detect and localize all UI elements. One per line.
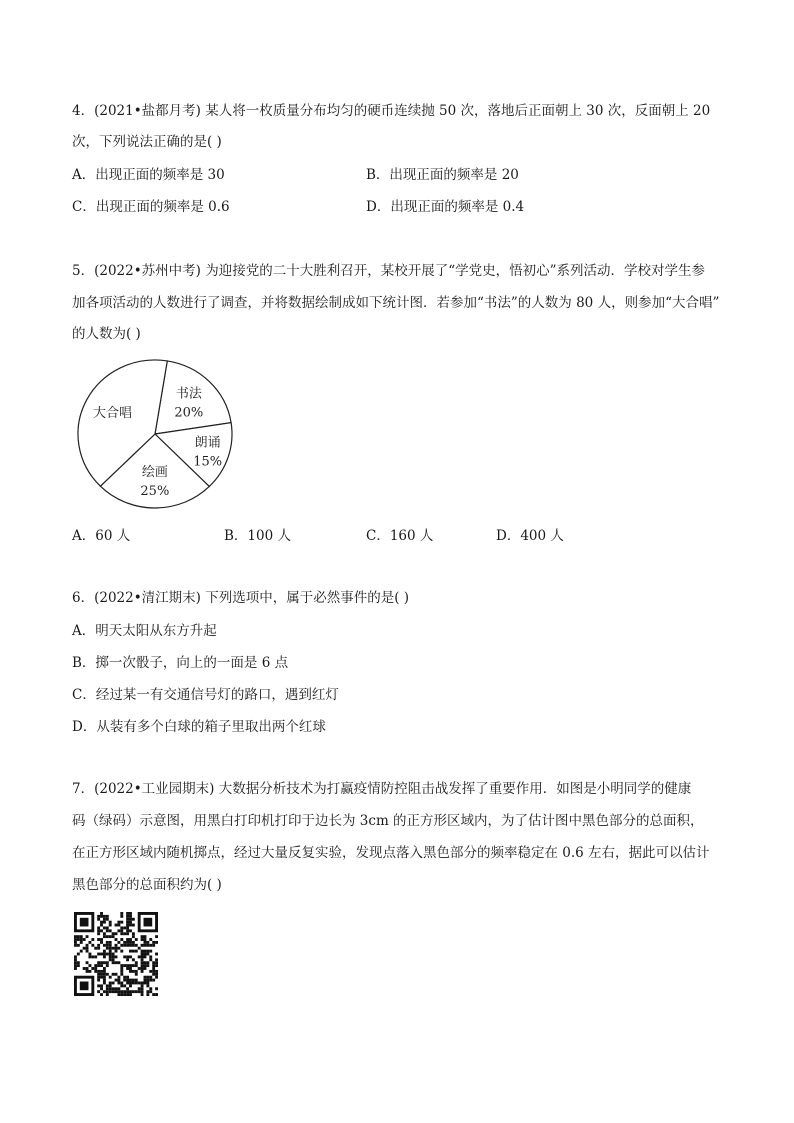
health-code-qr-image <box>74 912 158 996</box>
q5-stem-line-3: 的人数为( ) <box>72 326 141 342</box>
q6-option-c[interactable]: C．经过某一有交通信号灯的路口，遇到红灯 <box>72 687 339 703</box>
pie-slice-value-1: 20% <box>174 405 204 421</box>
q5-option-d[interactable]: D．400 人 <box>496 528 564 544</box>
q4-stem-line-1: 4．(2021•盐都月考) 某人将一枚质量分布均匀的硬币连续抛 50 次，落地后正面朝上 30 次，反面朝上 20 <box>72 103 711 119</box>
q5-option-c[interactable]: C．160 人 <box>366 528 434 544</box>
q4-option-b[interactable]: B．出现正面的频率是 20 <box>366 167 519 183</box>
q7-stem-line-1: 7．(2022•工业园期末) 大数据分析技术为打赢疫情防控阻击战发挥了重要作用．如图是小明同学的健康 <box>72 781 692 797</box>
q6-stem-line-1: 6．(2022•清江期末) 下列选项中，属于必然事件的是( ) <box>72 590 410 606</box>
pie-slice-value-2: 15% <box>193 454 223 470</box>
q5-option-a[interactable]: A．60 人 <box>72 528 131 544</box>
q6-option-a[interactable]: A．明天太阳从东方升起 <box>72 623 217 639</box>
q4-stem-line-2: 次，下列说法正确的是( ) <box>72 134 222 150</box>
pie-chart <box>70 354 246 514</box>
q7-stem-line-3: 在正方形区域内随机掷点，经过大量反复实验，发现点落入黑色部分的频率稳定在 0.6 左右，据此可以估计 <box>72 845 710 861</box>
q4-option-a[interactable]: A．出现正面的频率是 30 <box>72 167 225 183</box>
q5-stem-line-2: 加各项活动的人数进行了调查，并将数据绘制成如下统计图．若参加“书法”的人数为 80 人，则参加“大合唱” <box>72 295 720 311</box>
q4-option-c[interactable]: C．出现正面的频率是 0.6 <box>72 199 230 215</box>
q4-option-d[interactable]: D．出现正面的频率是 0.4 <box>366 199 525 215</box>
q6-option-b[interactable]: B．掷一次骰子，向上的一面是 6 点 <box>72 655 289 671</box>
pie-slice-label-4: 大合唱 <box>93 406 133 422</box>
q7-stem-line-2: 码（绿码）示意图，用黑白打印机打印于边长为 3cm 的正方形区域内，为了估计图中黑色部分的总面积， <box>72 813 704 829</box>
pie-slice-label-2: 朗诵 <box>194 435 221 451</box>
pie-slice-label-3: 绘画 <box>141 464 168 480</box>
q5-stem-line-1: 5．(2022•苏州中考) 为迎接党的二十大胜利召开，某校开展了“学党史，悟初心”系列活动．学校对学生参 <box>72 263 706 279</box>
q7-stem-line-4: 黑色部分的总面积约为( ) <box>72 877 222 893</box>
pie-slice-label-1: 书法 <box>175 386 202 402</box>
q6-option-d[interactable]: D．从装有多个白球的箱子里取出两个红球 <box>72 719 326 735</box>
q5-option-b[interactable]: B．100 人 <box>224 528 291 544</box>
pie-slice-value-3: 25% <box>140 483 170 499</box>
